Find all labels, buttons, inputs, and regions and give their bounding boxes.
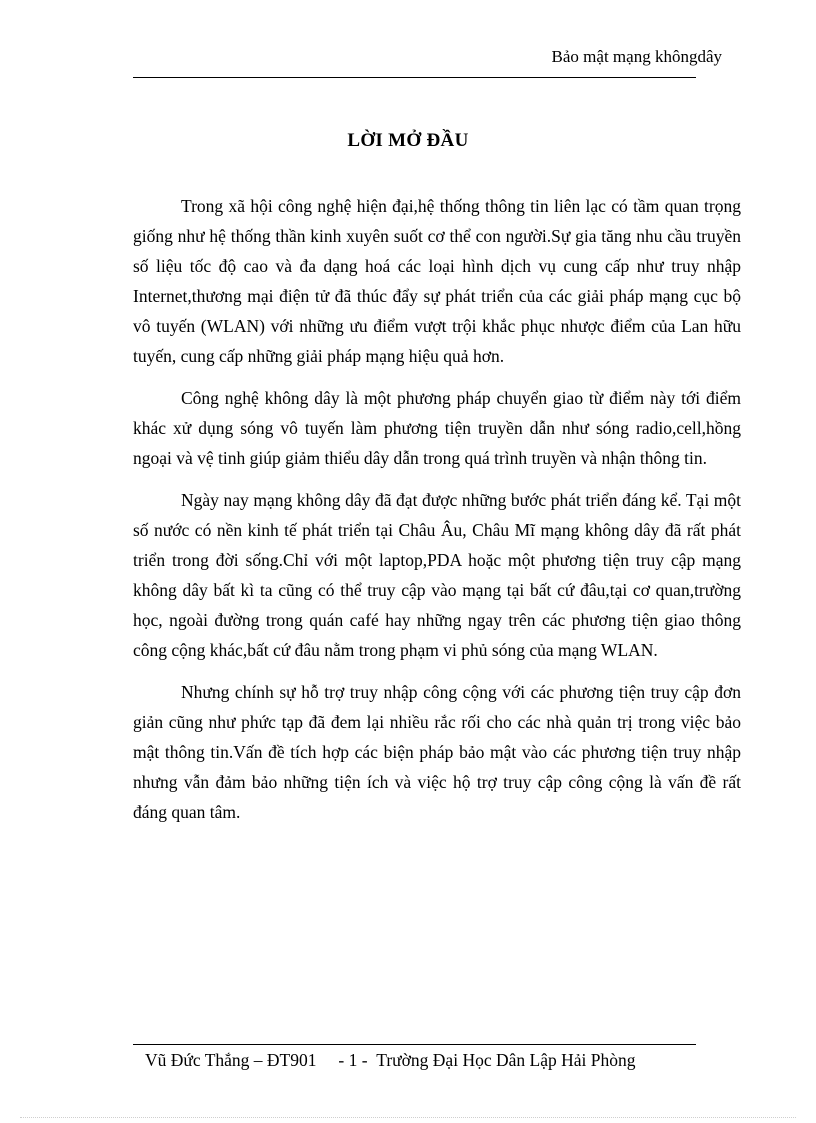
- footer-divider: [133, 1044, 696, 1045]
- paragraph-1: Trong xã hội công nghệ hiện đại,hệ thống thông tin liên lạc có tầm quan trọng giống như hệ thống thần kinh xuyên suốt cơ thể con người.Sự gia tăng nhu cầu truyền số liệu tốc độ cao và đa dạng hoá các loại hình dịch vụ cung cấp như truy nhập Internet,thương mại điện tử đã thúc đẩy sự phát triển của các giải pháp mạng cục bộ vô tuyến (WLAN) với những ưu điểm vượt trội khắc phục nhược điểm của Lan hữu tuyến, cung cấp những giải pháp mạng hiệu quả hơn.: [133, 196, 741, 366]
- paragraph-4: Nhưng chính sự hỗ trợ truy nhập công cộng với các phương tiện truy cập đơn giản cũng như phức tạp đã đem lại nhiều rắc rối cho các nhà quản trị trong việc bảo mật thông tin.Vấn đề tích hợp các biện pháp bảo mật vào các phương tiện truy nhập nhưng vẫn đảm bảo những tiện ích và việc hộ trợ truy cập công cộng là vấn đề rất đáng quan tâm.: [133, 682, 741, 822]
- header-divider: [133, 77, 696, 78]
- paragraph-2: Công nghệ không dây là một phương pháp chuyển giao từ điểm này tới điểm khác xử dụng sóng vô tuyến làm phương tiện truyền dẫn như sóng radio,cell,hồng ngoại và vệ tinh giúp giảm thiểu dây dẫn trong quá trình truyền và nhận thông tin.: [133, 388, 741, 468]
- body-text: [133, 191, 741, 839]
- footer: [145, 1050, 635, 1071]
- page-title: LỜI MỞ ĐẦU: [347, 130, 469, 151]
- footer-author: Vũ Đức Thắng – ĐT901: [145, 1050, 317, 1070]
- footer-page-number: - 1 -: [338, 1050, 368, 1070]
- running-header: Bảo mật mạng khôngdây: [551, 47, 722, 66]
- paragraph-3: Ngày nay mạng không dây đã đạt được những bước phát triển đáng kể. Tại một số nước có nền kinh tế phát triển tại Châu Âu, Châu Mĩ mạng không dây đã rất phát triển trong đời sống.Chỉ với một laptop,PDA hoặc một phương tiện truy cập mạng không dây bất kì ta cũng có thể truy cập vào mạng tại bất cứ đâu,tại cơ quan,trường học, ngoài đường trong quán café hay những ngay trên các phương tiện giao thông công cộng khác,bất cứ đâu nằm trong phạm vi phủ sóng của mạng WLAN.: [133, 490, 741, 660]
- page-edge-divider: [20, 1117, 796, 1118]
- footer-institution: Trường Đại Học Dân Lập Hải Phòng: [376, 1050, 636, 1070]
